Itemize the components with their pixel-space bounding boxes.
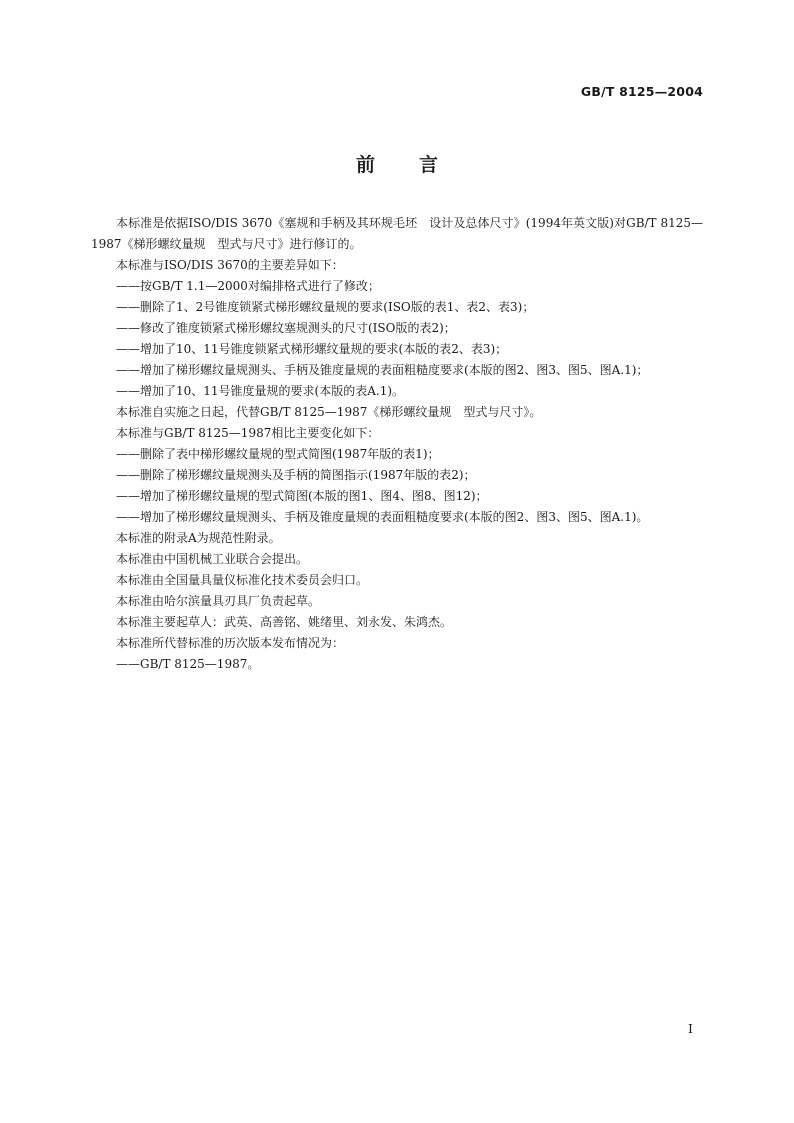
list-item-difference: ——删除了1、2号锥度锁紧式梯形螺纹量规的要求(ISO版的表1、表2、表3)； [116, 300, 535, 314]
list-item-change: ——删除了表中梯形螺纹量规的型式简图(1987年版的表1)； [116, 447, 440, 461]
list-item-change: ——增加了梯形螺纹量规的型式简图(本版的图1、图4、图8、图12)； [116, 489, 488, 503]
paragraph-authors: 本标准主要起草人：武英、高善铭、姚绪里、刘永发、朱鸿杰。 [116, 615, 453, 629]
paragraph-drafter: 本标准由哈尔滨量具刃具厂负责起草。 [116, 594, 321, 608]
paragraph-basis: 本标准是依据ISO/DIS 3670《塞规和手柄及其环规毛坯 设计及总体尺寸》(1994年英文版)对GB/T 8125—1987《梯形螺纹量规 型式与尺寸》进行修订的。 [91, 216, 703, 251]
paragraph-committee: 本标准由全国量具量仪标准化技术委员会归口。 [116, 573, 369, 587]
paragraph-annex: 本标准的附录A为规范性附录。 [116, 531, 281, 545]
paragraph-differences-intro: 本标准与ISO/DIS 3670的主要差异如下： [116, 258, 344, 272]
list-item-difference: ——增加了梯形螺纹量规测头、手柄及锥度量规的表面粗糙度要求(本版的图2、图3、图5、图A.1)； [116, 363, 649, 377]
paragraph-history-intro: 本标准所代替标准的历次版本发布情况为： [116, 636, 345, 650]
page-number: I [688, 1021, 693, 1036]
list-item-history: ——GB/T 8125—1987。 [116, 657, 260, 671]
paragraph-replacement: 本标准自实施之日起，代替GB/T 8125—1987《梯形螺纹量规 型式与尺寸》。 [116, 405, 542, 419]
list-item-difference: ——修改了锥度锁紧式梯形螺纹塞规测头的尺寸(ISO版的表2)； [116, 321, 456, 335]
foreword-body [91, 213, 703, 675]
paragraph-changes-intro: 本标准与GB/T 8125—1987相比主要变化如下： [116, 426, 380, 440]
paragraph-proposer: 本标准由中国机械工业联合会提出。 [116, 552, 309, 566]
list-item-difference: ——按GB/T 1.1—2000对编排格式进行了修改； [116, 279, 380, 293]
page-title: 前言 [355, 154, 482, 176]
list-item-change: ——增加了梯形螺纹量规测头、手柄及锥度量规的表面粗糙度要求(本版的图2、图3、图5、图A.1)。 [116, 510, 649, 524]
list-item-change: ——删除了梯形螺纹量规测头及手柄的简图指示(1987年版的表2)； [116, 468, 476, 482]
list-item-difference: ——增加了10、11号锥度量规的要求(本版的表A.1)。 [116, 384, 405, 398]
standard-number: GB/T 8125—2004 [580, 84, 703, 99]
list-item-difference: ——增加了10、11号锥度锁紧式梯形螺纹量规的要求(本版的表2、表3)； [116, 342, 508, 356]
